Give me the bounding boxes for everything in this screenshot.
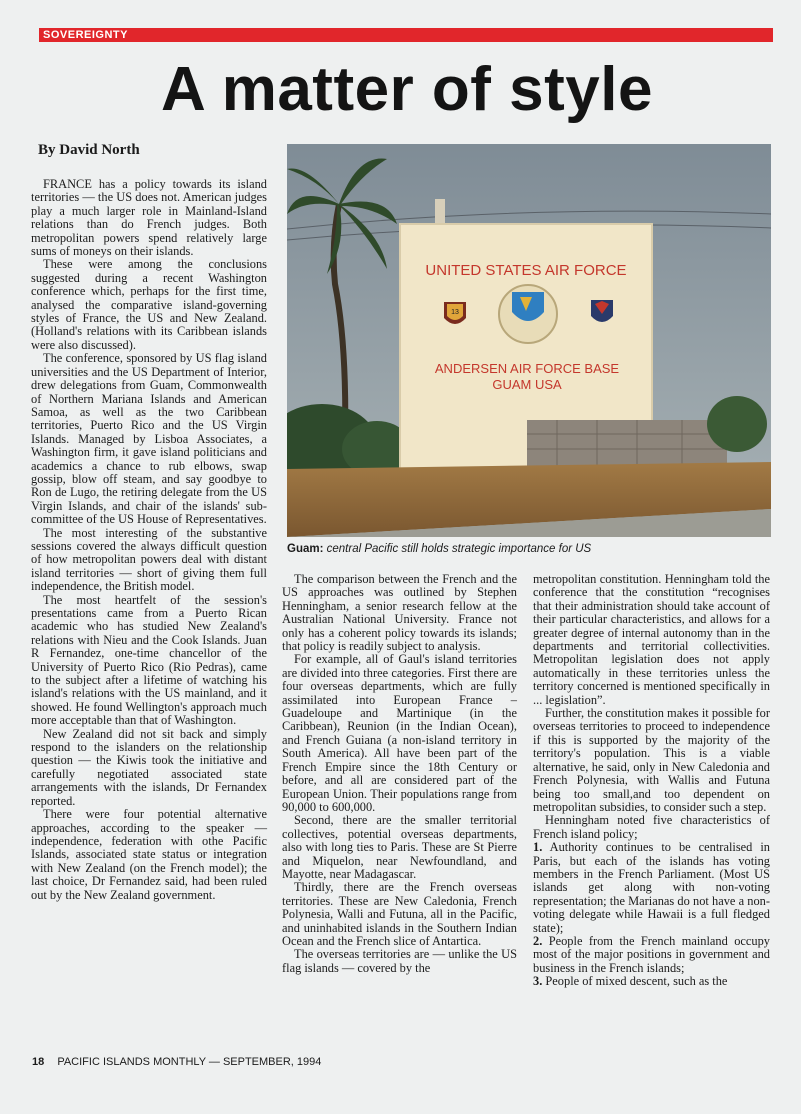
list-text: Authority continues to be centralised in Paris, but each of the islands has voting members in the French Parliament. (Most US islands get along with non-voting representation; the Marianas do not have a non-voting delegate while Hawaii is a full fledged state); <box>533 840 770 935</box>
article-column-3 <box>533 573 770 989</box>
paragraph: For example, all of Gaul's island territories are divided into three categories. First there are four overseas departments, which are fully assimilated into European France – Guadeloupe and Martinique (in the Caribbean), Reunion (in the Indian Ocean), and French Guiana (a non-island territory in South America). All have been part of the French Empire since the 18th Century or before, and all are considered part of the European Union. Their populations range from 90,000 to 600,000. <box>282 652 517 814</box>
right-unit-badge <box>591 300 613 322</box>
paragraph: FRANCE has a policy towards its island territories — the US does not. American judges play a much larger role in Mainland-Island relations than do French judges. Both metropolitan powers spend relatively large sums of moneys on their islands. <box>31 177 267 259</box>
paragraph: The overseas territories are — unlike the US flag islands — covered by the <box>282 947 517 975</box>
guam-air-force-base-photo <box>287 144 771 537</box>
paragraph: The most heartfelt of the session's presentations came from a Puerto Rican academic who has studied New Zealand's relations with Nieu and the Cook Islands. Juan R Fernandez, one-time chancellor of the University of Puerto Rico (Rio Pedras), came to the subject after a lifetime of watching his island's relations with the US mainland, and it showed. He found Wellington's approach much more acceptable than that of Washington. <box>31 592 267 728</box>
publication-line: PACIFIC ISLANDS MONTHLY — SEPTEMBER, 1994 <box>57 1056 322 1068</box>
article-column-2 <box>282 573 517 975</box>
sign-location-text: GUAM USA <box>492 377 562 392</box>
list-item <box>533 975 770 988</box>
paragraph: The conference, sponsored by US flag island universities and the US Department of Interior, drew delegations from Guam, Commonwealth of Northern Mariana Islands and American Samoa, as well as the two Caribbean territories, Puerto Rico and the US Virgin Islands. Managed by Lisboa Associates, a Washington firm, it gave island politicians and academics a chance to rub elbows, swap gossip, blow off steam, and say goodbye to Ron de Lugo, the retiring delegate from the US Virgin Islands, and chair of the islands' sub-committee of the US House of Representatives. <box>31 351 267 527</box>
sign-base-name-text: ANDERSEN AIR FORCE BASE <box>434 361 620 376</box>
paragraph: Henningham noted five characteristics of French island policy; <box>533 813 770 841</box>
list-item <box>533 841 770 935</box>
article-column-1 <box>31 178 267 902</box>
list-number: 2. <box>533 933 543 948</box>
paragraph: Thirdly, there are the French overseas territories. These are New Caledonia, French Polynesia, Walli and Futuna, all in the Pacific, and uninhabited islands in the Southern Indian Ocean and the French slice of Antartica. <box>282 880 517 948</box>
list-text: People from the French mainland occupy most of the major positions in government and business in the French islands; <box>533 933 770 975</box>
list-number: 3. <box>533 974 543 989</box>
left-unit-badge <box>444 302 466 324</box>
paragraph: metropolitan constitution. Henningham told the conference that the constitution “recognises that their administration should take account of their particular characteristics, and allows for a greater degree of internal autonomy than in the departments and territorial collectivities. Metropolitan legislation does not apply automatically in these territories unless the territory concerned is mentioned specifically in ... legislation”. <box>533 572 770 707</box>
byline: By David North <box>38 142 140 158</box>
paragraph: The comparison between the French and the US approaches was outlined by Stephen Henningham, a senior research fellow at the Australian National University. France not only has a coherent policy towards its islands; that policy is readily subject to analysis. <box>282 572 517 654</box>
caption-lead: Guam: <box>287 543 324 555</box>
section-label: SOVEREIGNTY <box>43 29 128 41</box>
photo-caption <box>287 542 771 556</box>
section-bar <box>39 28 773 42</box>
svg-text:13: 13 <box>451 309 459 316</box>
paragraph: These were among the conclusions suggested during a recent Washington conference which, perhaps for the first time, analysed the comparative island-governing styles of France, the US and New Zealand. (Holland's relations with its Caribbean islands were also discussed). <box>31 257 267 352</box>
air-force-shield-badge <box>499 285 557 343</box>
caption-text: central Pacific still holds strategic importance for US <box>326 543 592 555</box>
paragraph: The most interesting of the substantive sessions covered the always difficult question of how metropolitan powers deal with distant island territories — short of giving them full independence, the British model. <box>31 525 267 594</box>
page-footer <box>32 1056 321 1068</box>
headline: A matter of style <box>161 55 653 124</box>
paragraph: There were four potential alternative approaches, according to the speaker — independence, federation with othe Pacific Islands, associated state status or integration with New Zealand (on the French model); the last choice, Dr Fernandez said, had been ruled out by the New Zealand government. <box>31 807 267 902</box>
paragraph: New Zealand did not sit back and simply respond to the islanders on the relationship question — the Kiwis took the initiative and carefully negotiated associated state arrangements with the islands, Dr Fernandex reported. <box>31 726 267 808</box>
page-number: 18 <box>32 1056 45 1068</box>
list-text: People of mixed descent, such as the <box>545 974 728 989</box>
paragraph: Second, there are the smaller territorial collectives, potential overseas departments, also with long ties to Paris. These are St Pierre and Miquelon, near Newfoundland, and Mayotte, near Madagascar. <box>282 813 517 881</box>
sign-title-text: UNITED STATES AIR FORCE <box>425 262 627 279</box>
list-item <box>533 935 770 975</box>
paragraph: Further, the constitution makes it possible for overseas territories to proceed to independence if this is supported by the majority of the territory's population. This is a viable alternative, he said, only in New Caledonia and French Polynesia, with Wallis and Futuna being too small,and too dependent on metropolitan subsidies, to consider such a step. <box>533 706 770 814</box>
list-number: 1. <box>533 840 543 855</box>
